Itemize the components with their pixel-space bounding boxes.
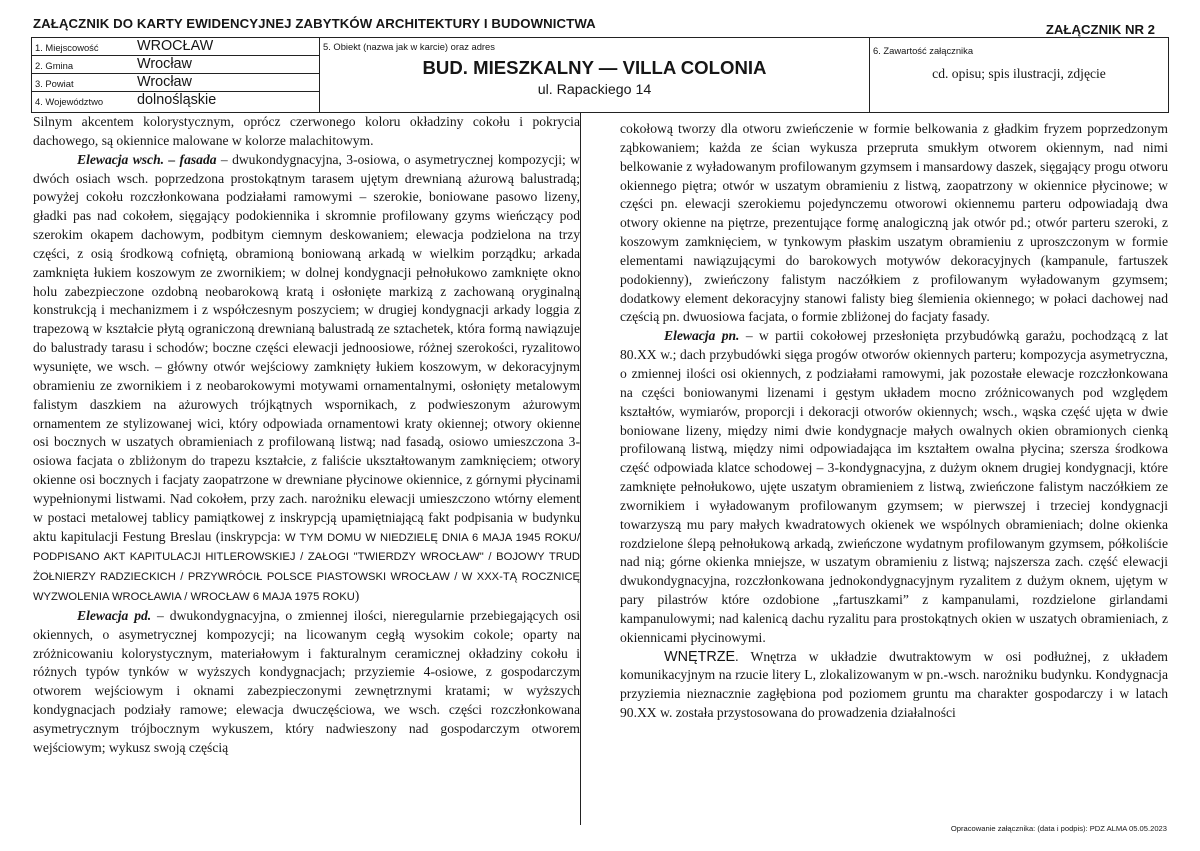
content-label: 6. Zawartość załącznika [873, 45, 974, 56]
section-heading-interior: WNĘTRZE [664, 648, 736, 665]
paragraph-east-facade [33, 151, 580, 607]
paragraph-south-elevation [33, 607, 580, 758]
field-value: Wrocław [137, 56, 192, 72]
paragraph-text: . Wnętrza w układzie dwutraktowym w osi podłużnej, z układem komunikacyjnym na rzucie litery L, zlokalizowanym w pn.-wsch. narożniku budynku. Kondygnacja przyziemia nieznacznie zagłębiona pod poziomem gruntu ma charakter gospodarczy i w latach 90.XX w. została przystosowana do prowadzenia działalności [620, 648, 1168, 721]
field-label: 3. Powiat [35, 78, 74, 89]
field-value: dolnośląskie [137, 92, 217, 108]
paragraph-text: – w partii cokołowej przesłonięta przybudówką garażu, pochodzącą z lat 80.XX w.; dach przybudówki sięga progów otworów okiennych parteru; kompozycja asymetryczna, o zmiennej ilości osi okiennych, z podziałami ramowymi, jak pozostałe elewacje rozczłonkowana na części boniowanymi lizenami i gęstym układem mocno zróżnicowanych pod względem kształtów, wymiarów, proporcji i dekoracji otworów okiennych; wsch., wąska część ujęta w dwie boniowane lizeny, między nimi dwie kondygnacje małych owalnych okien obramionych cienką profilowaną listwą, między nimi odpowiadająca im kształtem owalna płycina; szersza środkowa część odpowiada klatce schodowej – 3-kondygnacyjna, z dużym oknem drugiej kondygnacji, które zamknięte pełnołukowo, ujęte uszatym obramieniem z listwą, zwieńczone falistym naczółkiem ze zwornikiem i wyładowanym profilowanym gzymsem; w pierwszej i trzeciej kondygnacji towarzyszą mu pary małych kwadratowych okienek we wspólnych obramieniach; dolne okienka rozdzielone ślepą pełnołukową arkadą, zwieńczone wydatnym profilowanym gzymsem, półkoliście nad nią; górne okienka mniejsze, w uszatym obramieniu z listwą; najszersza zach. część elewacji dwukondygnacyjna, rozczłonkowana jednokondygnacyjnym ryzalitem z dużym oknem, ujętym w pary pilastrów które ozdobione „fartuszkami” z kampanulami, rozdzielone girlandami kampanulowymi; nad kalenicą dachu ryzalitu para prostokątnych okien w uszatych obramieniach, z okiennicami płycinowymi. [620, 328, 1168, 645]
field-label: 4. Województwo [35, 96, 104, 107]
content-value: cd. opisu; spis ilustracji, zdjęcie [932, 66, 1106, 81]
annex-number: ZAŁĄCZNIK NR 2 [1045, 22, 1155, 37]
footer-credit: Opracowanie załącznika: (data i podpis): PDZ ALMA 05.05.2023 [950, 824, 1167, 833]
plaque-inscription: W TYM DOMU W NIEDZIELĘ DNIA 6 MAJA 1945 ROKU/ PODPISANO AKT KAPITULACJI HITLEROWSKIEJ / ZAŁOGI "TWIERDZY WROCŁAW" / BOJOWY TRUD ŻOŁNIERZY RADZIECKICH / PRZYWRÓCIŁ POLSCE PIASTOWSKI WROCŁAW / W XXX-TĄ ROCZNICĘ WYZWOLENIA WROCŁAWIA / WROCŁAW 6 MAJA 1975 ROKU [33, 531, 580, 604]
section-heading-east: Elewacja wsch. – fasada [77, 151, 217, 167]
paragraph-text: Silnym akcentem kolorystycznym, oprócz czerwonego koloru okładziny cokołu i pokrycia dachowego, są okiennice malowane w kolorze malachitowym. [33, 114, 580, 148]
field-powiat [32, 74, 319, 92]
object-label: 5. Obiekt (nazwa jak w karcie) oraz adres [323, 41, 495, 52]
left-column [33, 113, 581, 825]
section-heading-south: Elewacja pd. [77, 607, 152, 623]
field-miejscowosc [32, 38, 319, 56]
location-fields [32, 38, 320, 112]
form-title: ZAŁĄCZNIK DO KARTY EWIDENCYJNEJ ZABYTKÓW ARCHITEKTURY I BUDOWNICTWA [33, 16, 596, 31]
paragraph-colour-accent [33, 113, 580, 151]
object-address: ul. Rapackiego 14 [537, 82, 652, 98]
section-heading-north: Elewacja pn. [664, 328, 740, 344]
paragraph-continuation [620, 120, 1168, 327]
field-label: 1. Miejscowość [35, 42, 99, 53]
paragraph-text: ) [354, 588, 360, 604]
header-table [31, 37, 1169, 113]
paragraph-interior [620, 648, 1168, 723]
right-column [620, 120, 1168, 832]
field-value: Wrocław [137, 74, 192, 90]
paragraph-text: – dwukondygnacyjna, o zmiennej ilości, nieregularnie przebiegających osi okiennych, o asymetrycznej kompozycji; na licowanym cegłą wysokim cokole; oparty na zróżnicowaniu kolorystycznym, materiałowym i fakturalnym ceramicznej okładziny cokołu i różnych typów tynków w wyższych kondygnacjach; przyziemie 4-osiowe, z gospodarczym otworem wejściowym i oknami zabezpieczonymi zewnętrznymi kratami; w wyższych kondygnacjach podziały ramowe; elewacja dwuczęściowa, we wsch. części rozczłonkowana asymetrycznym trójbocznym wykuszem, który nadwieszony nad gospodarczym otworem wejściowym; wykusz swoją częścią [33, 607, 580, 755]
object-name: BUD. MIESZKALNY — VILLA COLONIA [422, 57, 767, 78]
content-cell [870, 38, 1168, 112]
paragraph-north-elevation [620, 327, 1168, 647]
field-gmina [32, 56, 319, 74]
field-wojewodztwo [32, 92, 319, 112]
field-label: 2. Gmina [35, 60, 74, 71]
paragraph-text: cokołową tworzy dla otworu zwieńczenie w formie belkowania z gładkim fryzem poprzedzonym ząbkowaniem; każda ze ścian wykusza przepruta smukłym otworem okiennym, nad nimi belkowanie z wyładowanym profilowanym gzymsem i mansardowy daszek, sięgający progu otworu okiennego piętra; otwór w uszatym obramieniu z listwą, zaopatrzony w okiennice płycinowe; w części pn. elewacji szerokiemu pojedynczemu otworowi okiennemu parteru odpowiadają dwa otwory okienne na piętrze, prezentujące formę analogiczną jak otwór pd.; otwór parteru szeroki, z koszowym zamknięciem, w tynkowym płaskim uszatym obramieniu z uproszczonym w formie elementami nawiązującymi do barokowych motywów dekoracyjnych (kampanule, fartuszek podokienny), zwieńczony falistym naczółkiem z profilowanym wyładowanym gzymsem; dodatkowy element dekoracyjny stanowi falisty bieg ślemienia okiennego; w połaci dachowej nad częścią pn. dwuosiowa facjata, o formie zbliżonej do facjaty fasady. [620, 121, 1168, 325]
field-value: WROCŁAW [137, 38, 214, 54]
paragraph-text: – dwukondygnacyjna, 3-osiowa, o asymetrycznej kompozycji; w dwóch osiach wsch. poprzedzona prostokątnym tarasem ujętym drewnianą ażurową balustradą; powyżej cokołu rozczłonkowana podziałami ramowymi – szerokie, boniowane pasowo lizeny, gładki pas nad cokołem, sięgający podokiennika i skromnie profilowany gzyms wieńczący pod szerokim okapem dachowym, podbitym ciemnym deskowaniem; elewacja podzielona na trzy części, z osią środkową cofniętą, obramioną boniowaną arkadą w wielkim porządku; arkada zamknięta łukiem koszowym ze zwornikiem; w dolnej kondygnacji pełnołukowo zamknięte okno holu zabezpieczone ozdobną neobarokową kratą i osłonięte markizą z zachowaną oryginalną konstrukcją i mechanizmem i z współczesnym poszyciem; w drugiej kondygnacji arkady loggia z trapezową w kształcie płytą ograniczoną drewnianą balustradą ze sztachetek, która formą nawiązuje do balustrady tarasu i schodów; boczne części elewacji jednoosiowe, różnej szerokości, ryzalitowo wysunięte, we wsch. – główny otwór wejściowy zamknięty łukiem koszowym, w dekoracyjnym obramieniu ze zwornikiem i z neobarokowymi motywami ornamentalnymi, osłonięty metalowym falistym daszkiem na ażurowych trójkątnych wspornikach, z podwieszonym ażurowym ornamentem ze stylizowanej wici, który odpowiada ornamentowi kraty okiennej; otwory okienne osi bocznych w uszatych obramieniach z profilowaną listwą; nad fasadą, osiowo umieszczona 3-osiowa facjata o zbliżonym do trapezu kształcie, z faliście ukształtowanym zamknięciem; otwory okienne osi bocznych i facjaty zaopatrzone w drewniane płycinowe okiennice, z górnymi płycinami wypełnionymi listwami. Nad cokołem, przy zach. narożniku elewacji umieszczono wtórny element w postaci metalowej tablicy pamiątkowej z inskrypcją upamiętniającą fakt podpisania w budynku aktu kapitulacji Festung Breslau (inskrypcja: [33, 151, 580, 544]
object-cell [320, 38, 870, 112]
